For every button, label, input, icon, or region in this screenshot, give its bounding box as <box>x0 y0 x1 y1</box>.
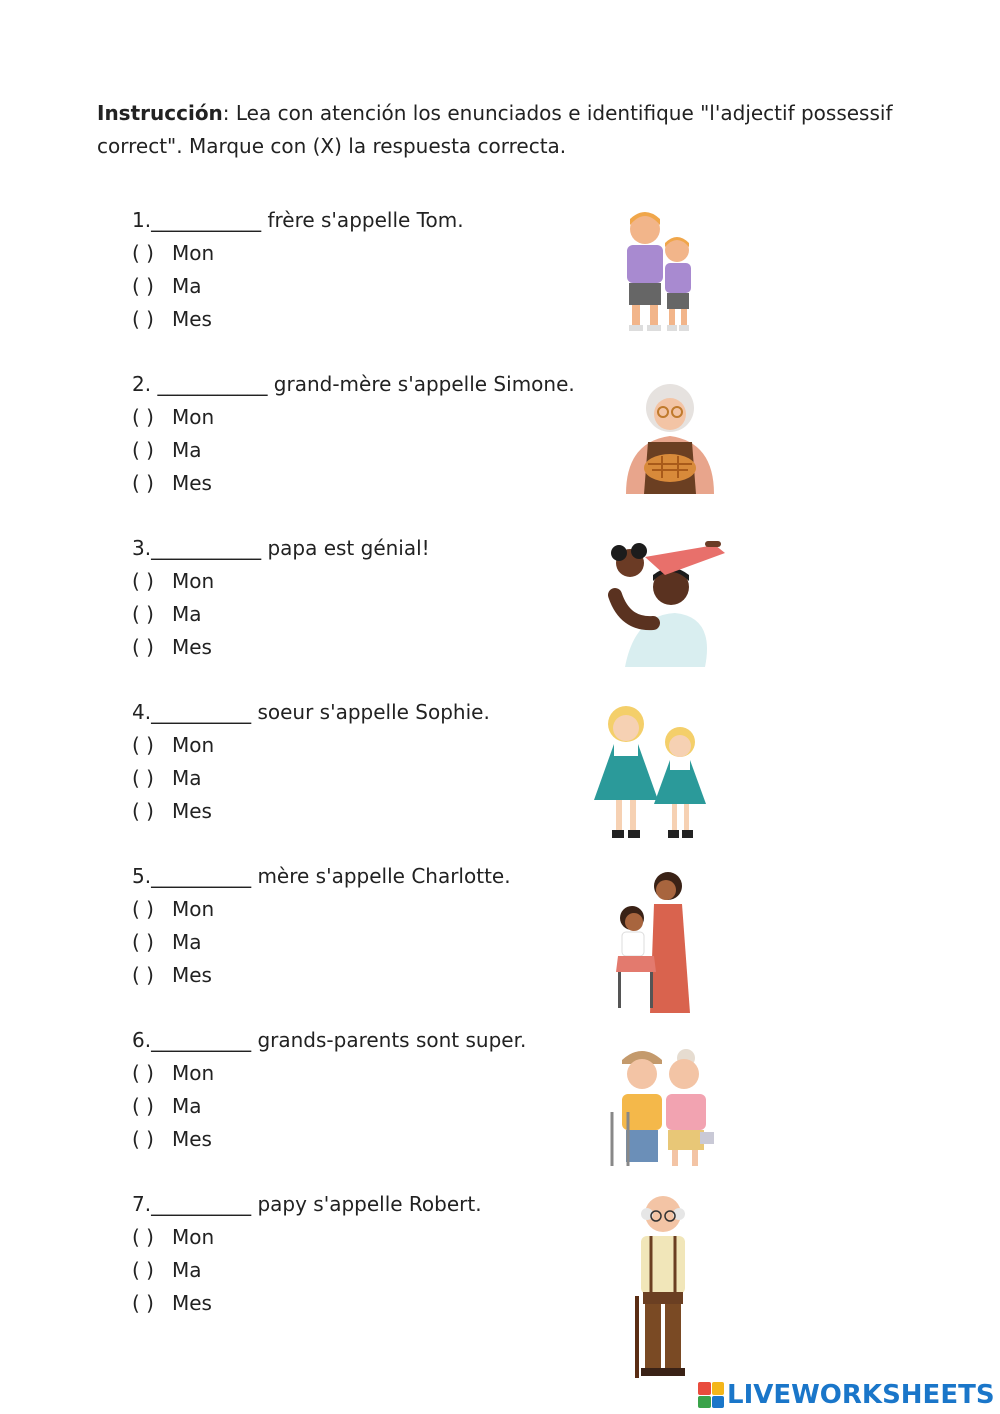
option-ma[interactable] <box>132 434 612 467</box>
brand-name: LIVEWORKSHEETS <box>727 1380 995 1410</box>
question-text: 4.__________ soeur s'appelle Sophie. <box>132 700 490 724</box>
option-label: Ma <box>172 602 202 626</box>
grandparents-illustration <box>608 1042 718 1167</box>
option-checkbox[interactable]: ( ) <box>132 635 154 659</box>
option-mes[interactable] <box>132 795 612 828</box>
option-label: Mon <box>172 1061 215 1085</box>
option-mon[interactable] <box>132 237 612 270</box>
option-checkbox[interactable]: ( ) <box>132 274 154 298</box>
option-ma[interactable] <box>132 598 612 631</box>
option-mes[interactable] <box>132 631 612 664</box>
question-text: 7.__________ papy s'appelle Robert. <box>132 1192 482 1216</box>
liveworksheets-logo-icon <box>698 1382 724 1408</box>
option-label: Mon <box>172 733 215 757</box>
option-mes[interactable] <box>132 303 612 336</box>
question-6 <box>132 1024 612 1156</box>
option-ma[interactable] <box>132 1254 612 1287</box>
question-7 <box>132 1188 612 1320</box>
option-checkbox[interactable]: ( ) <box>132 1127 154 1151</box>
option-checkbox[interactable]: ( ) <box>132 569 154 593</box>
question-5 <box>132 860 612 992</box>
option-label: Mes <box>172 307 212 331</box>
option-label: Ma <box>172 1258 202 1282</box>
option-checkbox[interactable]: ( ) <box>132 307 154 331</box>
option-checkbox[interactable]: ( ) <box>132 1225 154 1249</box>
option-label: Mes <box>172 471 212 495</box>
option-label: Mes <box>172 1127 212 1151</box>
option-checkbox[interactable]: ( ) <box>132 471 154 495</box>
grandmother-illustration <box>622 372 718 494</box>
option-checkbox[interactable]: ( ) <box>132 733 154 757</box>
option-mes[interactable] <box>132 467 612 500</box>
option-checkbox[interactable]: ( ) <box>132 766 154 790</box>
grandfather-illustration <box>625 1192 705 1382</box>
option-checkbox[interactable]: ( ) <box>132 930 154 954</box>
option-checkbox[interactable]: ( ) <box>132 897 154 921</box>
two-sisters-illustration <box>588 700 723 842</box>
option-label: Ma <box>172 766 202 790</box>
option-mon[interactable] <box>132 1057 612 1090</box>
option-label: Ma <box>172 438 202 462</box>
option-checkbox[interactable]: ( ) <box>132 405 154 429</box>
two-brothers-illustration <box>615 205 705 335</box>
option-label: Mon <box>172 1225 215 1249</box>
instruction-label: Instrucción <box>97 101 223 125</box>
option-mon[interactable] <box>132 893 612 926</box>
option-ma[interactable] <box>132 926 612 959</box>
option-checkbox[interactable]: ( ) <box>132 241 154 265</box>
option-label: Mes <box>172 635 212 659</box>
option-label: Mon <box>172 241 215 265</box>
option-checkbox[interactable]: ( ) <box>132 602 154 626</box>
option-label: Mon <box>172 405 215 429</box>
option-ma[interactable] <box>132 270 612 303</box>
option-checkbox[interactable]: ( ) <box>132 799 154 823</box>
question-text: 5.__________ mère s'appelle Charlotte. <box>132 864 511 888</box>
option-checkbox[interactable]: ( ) <box>132 963 154 987</box>
option-label: Mon <box>172 569 215 593</box>
question-text: 2. ___________ grand-mère s'appelle Simone. <box>132 372 575 396</box>
question-3 <box>132 532 612 664</box>
option-label: Mes <box>172 799 212 823</box>
option-checkbox[interactable]: ( ) <box>132 1094 154 1118</box>
option-mes[interactable] <box>132 1123 612 1156</box>
question-1 <box>132 204 612 336</box>
option-ma[interactable] <box>132 762 612 795</box>
question-4 <box>132 696 612 828</box>
option-label: Mes <box>172 1291 212 1315</box>
option-mes[interactable] <box>132 1287 612 1320</box>
option-checkbox[interactable]: ( ) <box>132 1291 154 1315</box>
option-mon[interactable] <box>132 729 612 762</box>
option-mon[interactable] <box>132 565 612 598</box>
option-label: Ma <box>172 930 202 954</box>
option-mes[interactable] <box>132 959 612 992</box>
mother-daughter-illustration <box>610 868 695 1013</box>
option-label: Mon <box>172 897 215 921</box>
option-ma[interactable] <box>132 1090 612 1123</box>
father-daughter-illustration <box>605 535 730 667</box>
liveworksheets-brand <box>698 1378 995 1412</box>
question-2 <box>132 368 612 500</box>
option-label: Mes <box>172 963 212 987</box>
option-mon[interactable] <box>132 1221 612 1254</box>
option-checkbox[interactable]: ( ) <box>132 438 154 462</box>
question-text: 1.___________ frère s'appelle Tom. <box>132 208 464 232</box>
option-mon[interactable] <box>132 401 612 434</box>
question-text: 6.__________ grands-parents sont super. <box>132 1028 527 1052</box>
question-text: 3.___________ papa est génial! <box>132 536 430 560</box>
option-label: Ma <box>172 274 202 298</box>
option-label: Ma <box>172 1094 202 1118</box>
option-checkbox[interactable]: ( ) <box>132 1061 154 1085</box>
option-checkbox[interactable]: ( ) <box>132 1258 154 1282</box>
instruction-text: : Lea con atención los enunciados e identifique "l'adjectif possessif correct". Marque con (X) la respuesta correcta. <box>97 101 893 158</box>
instruction <box>97 97 917 163</box>
